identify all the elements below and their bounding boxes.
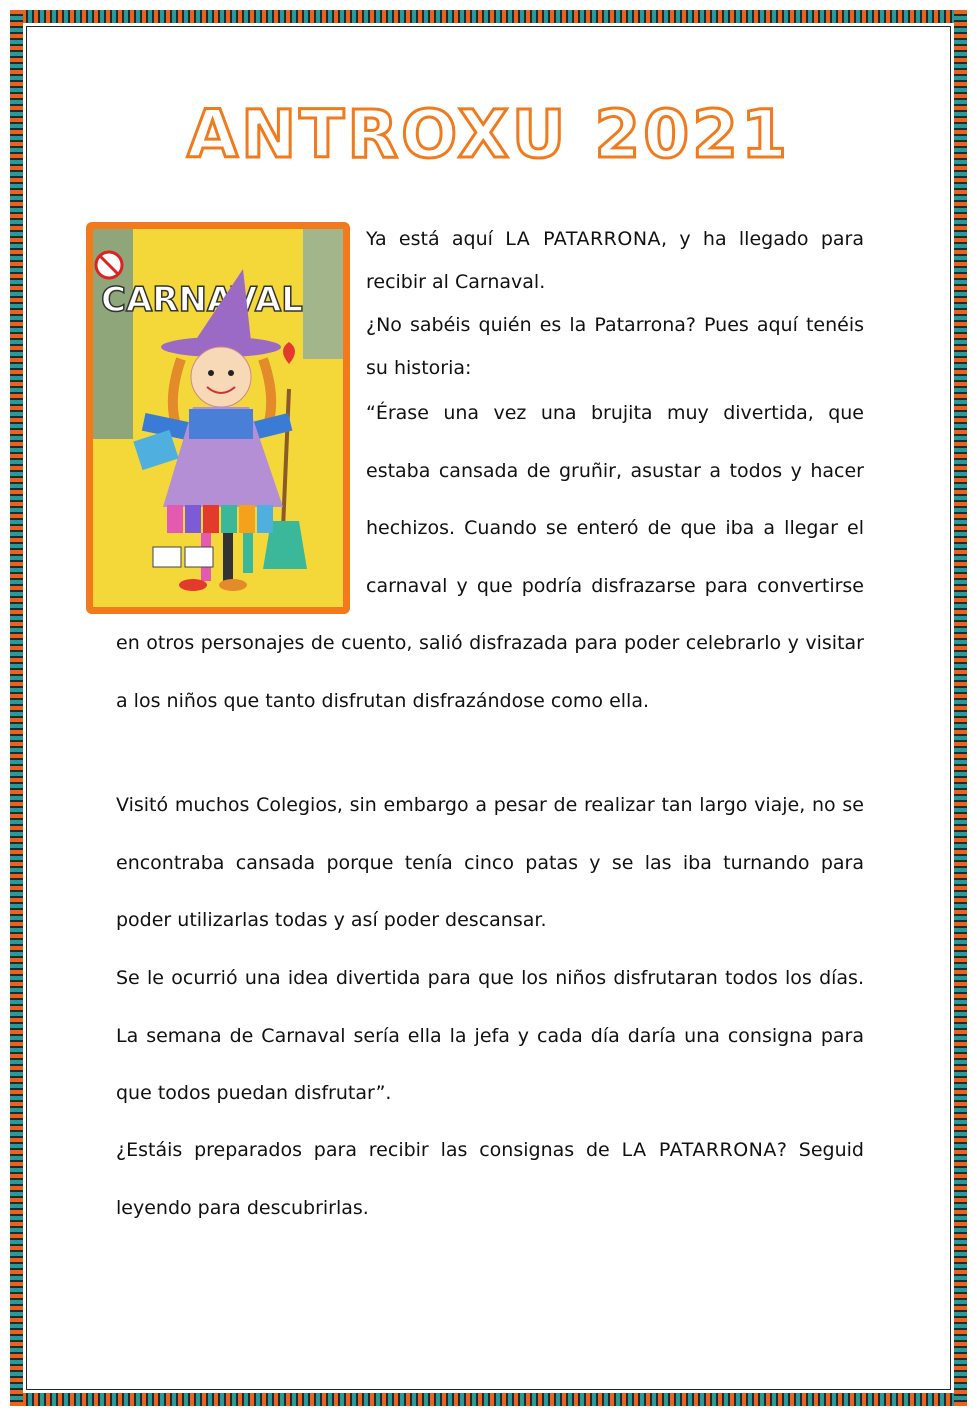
decorative-border-left bbox=[10, 10, 23, 1406]
illustration-wrap-spacer bbox=[116, 385, 366, 615]
decorative-border-right bbox=[954, 10, 967, 1406]
page-title: ANTROXU 2021 bbox=[186, 96, 791, 173]
decorative-border-bottom bbox=[10, 1393, 967, 1406]
paragraph-closing-end: ? Seguid leyendo para descubrirlas. bbox=[116, 1139, 864, 1219]
patarrona-name: LA PATARRONA bbox=[505, 228, 662, 250]
paragraph-story-start bbox=[116, 385, 864, 730]
paragraph-closing bbox=[116, 1122, 864, 1237]
patarrona-name-closing: LA PATARRONA bbox=[621, 1139, 777, 1161]
paragraph-visits: Visitó muchos Colegios, sin embargo a pesar de realizar tan largo viaje, no se encontraba cansada porque tenía cinco patas y se las iba turnando para poder utilizarlas todas y así poder descansar. bbox=[116, 794, 864, 931]
svg-text:CARNAVAL: CARNAVAL bbox=[101, 280, 303, 320]
paragraph-intro bbox=[366, 218, 864, 304]
paragraph-story-text: “Érase una vez una brujita muy divertida, que estaba cansada de gruñir, asustar a todos y hacer hechizos. Cuando se enteró de que iba a llegar el carnaval y que podría disfrazarse para convertirse en otros personajes de cuento, salió disfrazada para poder celebrarlo y visitar a los niños que tanto disfrutan disfrazándose como ella. bbox=[116, 402, 864, 712]
paragraph-closing-start: ¿Estáis preparados para recibir las consignas de bbox=[116, 1139, 622, 1161]
decorative-border-top bbox=[10, 10, 967, 23]
carnaval-banner bbox=[101, 280, 303, 320]
paragraph-idea: Se le ocurrió una idea divertida para que los niños disfrutaran todos los días. La semana de Carnaval sería ella la jefa y cada día daría una consigna para que todos puedan disfrutar”. bbox=[116, 967, 864, 1104]
paragraph-intro-end: , y ha llegado para recibir al Carnaval. bbox=[366, 228, 864, 293]
paragraph-intro-start: Ya está aquí bbox=[366, 228, 506, 250]
paragraph-question: ¿No sabéis quién es la Patarrona? Pues aquí tenéis su historia: bbox=[366, 314, 864, 379]
